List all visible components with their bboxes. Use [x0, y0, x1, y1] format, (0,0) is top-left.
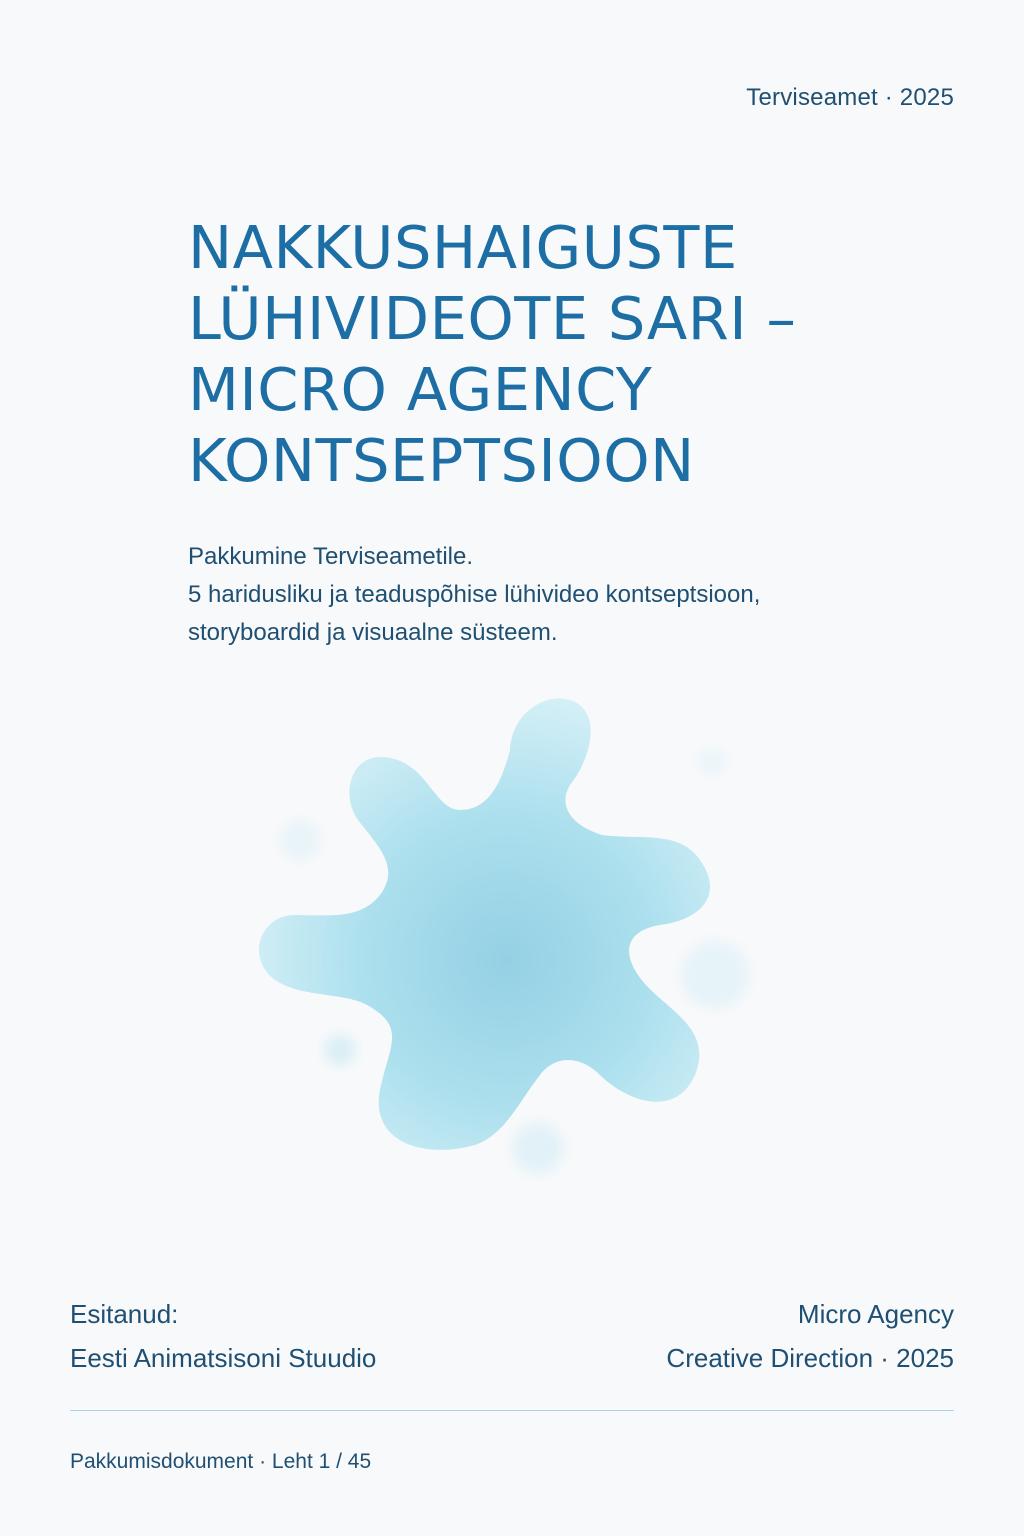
microbe-icon: [240, 690, 780, 1190]
particle: [681, 941, 749, 1009]
title-line: MICRO AGENCY: [188, 355, 653, 424]
particle: [698, 748, 726, 776]
page-indicator: Pakkumisdokument · Leht 1 / 45: [70, 1450, 372, 1473]
presented-label: Esitanud:: [70, 1299, 179, 1329]
intro-line: 5 haridusliku ja teaduspõhise lühivideo kontseptsioon,: [188, 581, 761, 608]
particle: [280, 820, 320, 860]
agency-credit: Creative Direction · 2025: [666, 1343, 954, 1373]
particle: [512, 1122, 564, 1174]
title-line: NAKKUSHAIGUSTE: [188, 213, 738, 282]
intro-line: Pakkumine Terviseametile.: [188, 543, 474, 570]
title-line: KONTSEPTSIOON: [188, 426, 695, 495]
presenter-name: Eesti Animatsisoni Stuudio: [70, 1343, 377, 1373]
title-line: LÜHIVIDEOTE SARI –: [188, 284, 797, 353]
agency-name: Micro Agency: [797, 1299, 954, 1329]
header-meta: Terviseamet · 2025: [746, 84, 954, 111]
intro-line: storyboardid ja visuaalne süsteem.: [188, 619, 558, 646]
presenter-block: [70, 1292, 376, 1380]
particle: [324, 1034, 356, 1066]
microbe-body: [259, 699, 710, 1150]
footer-divider: [70, 1410, 954, 1411]
intro-text: [188, 538, 908, 652]
agency-block: [666, 1292, 954, 1380]
document-title: [188, 212, 888, 496]
